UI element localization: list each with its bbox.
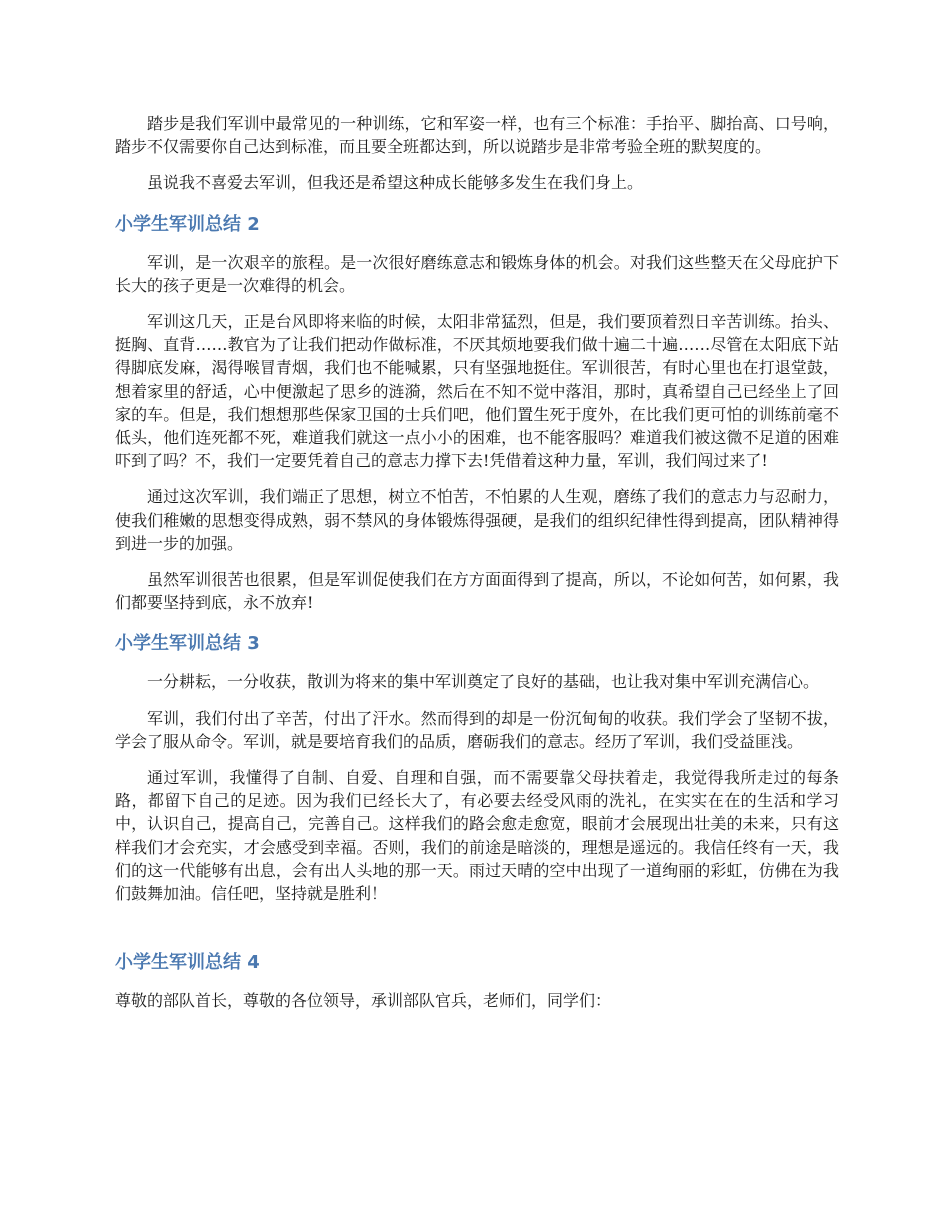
paragraph: 通过军训，我懂得了自制、自爱、自理和自强，而不需要靠父母扶着走，我觉得我所走过的每条路，都留下自己的足迹。因为我们已经长大了，有必要去经受风雨的洗礼，在实实在在的生活和学习中，认识自己，提高自己，完善自己。这样我们的路会愈走愈宽，眼前才会展现出壮美的未来，只有这样我们才会充实，才会感受到幸福。否则，我们的前途是暗淡的，理想是遥远的。我信任终有一天，我们的这一代能够有出息，会有出人头地的那一天。雨过天晴的空中出现了一道绚丽的彩虹，仿佛在为我们鼓舞加油。信任吧，坚持就是胜利！ (115, 768, 839, 904)
section-heading: 小学生军训总结 3 (115, 633, 260, 655)
paragraph: 踏步是我们军训中最常见的一种训练，它和军姿一样，也有三个标准：手抬平、脚抬高、口号响，踏步不仅需要你自己达到标准，而且要全班都达到，所以说踏步是非常考验全班的默契度的。 (115, 114, 839, 157)
section-2 (115, 213, 839, 615)
paragraph: 军训，是一次艰辛的旅程。是一次很好磨练意志和锻炼身体的机会。对我们这些整天在父母庇护下长大的孩子更是一次难得的机会。 (115, 252, 839, 295)
section-heading: 小学生军训总结 4 (115, 952, 260, 974)
section-1 (115, 112, 839, 195)
document-page (115, 112, 839, 1025)
paragraph: 军训这几天，正是台风即将来临的时候，太阳非常猛烈，但是，我们要顶着烈日辛苦训练。抬头、挺胸、直背……教官为了让我们把动作做标准，不厌其烦地要我们做十遍二十遍……尽管在太阳底下站得脚底发麻，渴得喉冒青烟，我们也不能喊累，只有坚强地挺住。军训很苦，有时心里也在打退堂鼓，想着家里的舒适，心中便激起了思乡的涟漪，然后在不知不觉中落泪，那时，真希望自己已经坐上了回家的车。但是，我们想想那些保家卫国的士兵们吧，他们置生死于度外，在比我们更可怕的训练前毫不低头，他们连死都不死，难道我们就这一点小小的困难，也不能客服吗？难道我们被这微不足道的困难吓到了吗？不，我们一定要凭着自己的意志力撑下去!凭借着这种力量，军训，我们闯过来了! (115, 312, 839, 471)
paragraph: 虽然军训很苦也很累，但是军训促使我们在方方面面得到了提高，所以，不论如何苦，如何累，我们都要坚持到底，永不放弃! (115, 570, 839, 613)
paragraph: 通过这次军训，我们端正了思想，树立不怕苦，不怕累的人生观，磨练了我们的意志力与忍耐力，使我们稚嫩的思想变得成熟，弱不禁风的身体锻炼得强硬，是我们的组织纪律性得到提高，团队精神得到进一步的加强。 (115, 487, 839, 553)
section-4 (115, 951, 839, 1012)
paragraph: 一分耕耘，一分收获，散训为将来的集中军训奠定了良好的基础，也让我对集中军训充满信心。 (147, 672, 820, 692)
paragraph: 尊敬的部队首长，尊敬的各位领导，承训部队官兵，老师们，同学们： (115, 991, 612, 1011)
paragraph: 军训，我们付出了辛苦，付出了汗水。然而得到的却是一份沉甸甸的收获。我们学会了坚韧不拔，学会了服从命令。军训，就是要培育我们的品质，磨砺我们的意志。经历了军训，我们受益匪浅。 (115, 708, 839, 751)
section-heading: 小学生军训总结 2 (115, 213, 260, 235)
section-3 (115, 632, 839, 905)
paragraph: 虽说我不喜爱去军训，但我还是希望这种成长能够多发生在我们身上。 (147, 173, 644, 193)
